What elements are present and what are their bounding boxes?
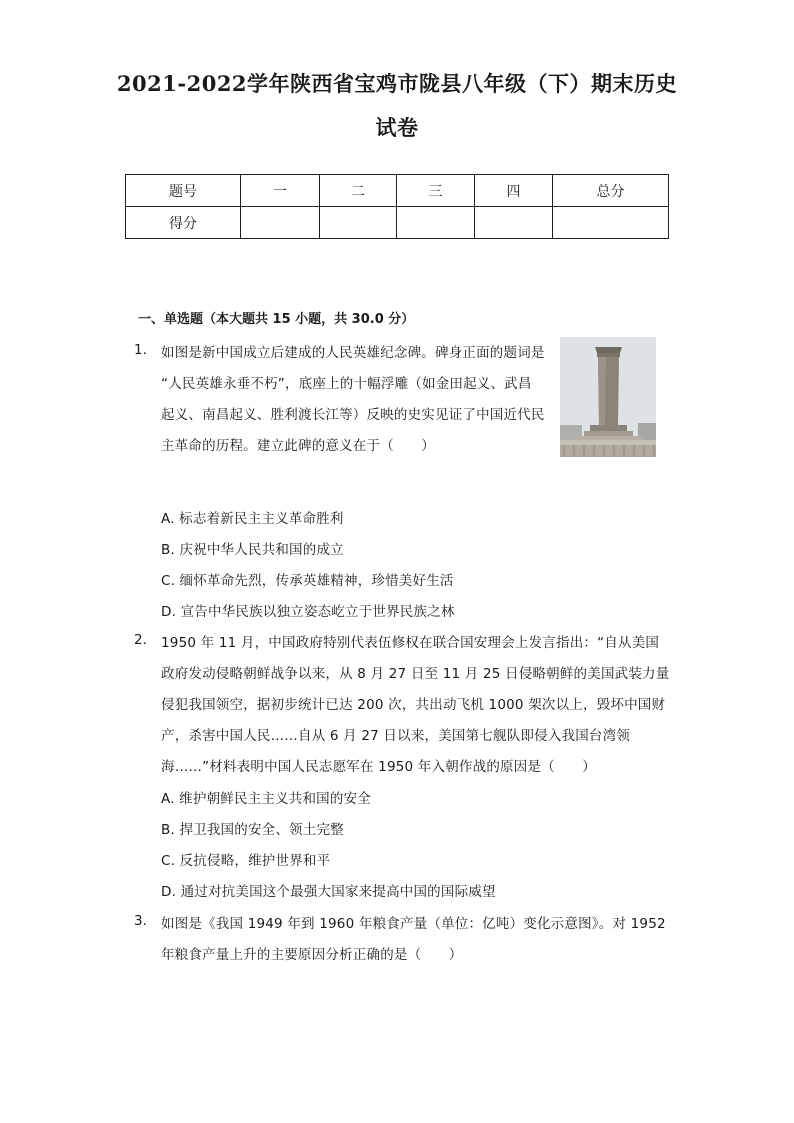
table-cell: 三 [397, 175, 475, 207]
question-text-line: 海……”材料表明中国人民志愿军在 1950 年入朝作战的原因是（ ） [161, 759, 596, 775]
option-a: A. 标志着新民主主义革命胜利 [161, 511, 344, 527]
score-entry-cell[interactable] [241, 207, 320, 239]
question-text-line: 1950 年 11 月，中国政府特别代表伍修权在联合国安理会上发言指出：“自从美国 [161, 635, 660, 651]
question-text-line: 侵犯我国领空，据初步统计已达 200 次，共出动飞机 1000 架次以上，毁坏中国财 [161, 697, 666, 713]
question-text-line: 年粮食产量上升的主要原因分析正确的是（ ） [161, 947, 463, 963]
table-cell: 四 [475, 175, 553, 207]
monument-photo [560, 337, 656, 457]
table-cell: 一 [241, 175, 320, 207]
question-text-line: 起义、南昌起义、胜利渡长江等）反映的史实见证了中国近代民 [161, 407, 545, 423]
question-text-line: 主革命的历程。建立此碑的意义在于（ ） [161, 438, 435, 454]
score-table [125, 174, 669, 239]
section-heading: 一、单选题（本大题共 15 小题，共 30.0 分） [138, 312, 415, 327]
option-b: B. 庆祝中华人民共和国的成立 [161, 542, 344, 558]
document-title-line2: 试卷 [375, 115, 419, 140]
score-entry-cell[interactable] [553, 207, 669, 239]
question-text-line: 产，杀害中国人民……自从 6 月 27 日以来，美国第七舰队即侵入我国台湾领 [161, 728, 631, 744]
option-d: D. 通过对抗美国这个最强大国家来提高中国的国际威望 [161, 884, 496, 900]
question-number: 2. [134, 632, 147, 648]
document-title-line1: 2021-2022学年陕西省宝鸡市陇县八年级（下）期末历史 [116, 71, 678, 96]
score-table-header-row [126, 175, 669, 207]
score-entry-cell[interactable] [475, 207, 553, 239]
question-text-line: 如图是《我国 1949 年到 1960 年粮食产量（单位：亿吨）变化示意图》。对 1952 [161, 916, 666, 932]
option-c: C. 反抗侵略，维护世界和平 [161, 853, 331, 869]
score-entry-cell[interactable] [397, 207, 475, 239]
table-cell: 题号 [126, 175, 241, 207]
score-table-score-row [126, 207, 669, 239]
option-a: A. 维护朝鲜民主主义共和国的安全 [161, 791, 371, 807]
monument-image [560, 337, 656, 457]
question-number: 1. [134, 342, 147, 358]
option-b: B. 捍卫我国的安全、领土完整 [161, 822, 344, 838]
score-entry-cell[interactable] [320, 207, 397, 239]
question-text-line: 如图是新中国成立后建成的人民英雄纪念碑。碑身正面的题词是 [161, 345, 545, 361]
table-cell: 总分 [553, 175, 669, 207]
table-cell: 得分 [126, 207, 241, 239]
question-number: 3. [134, 913, 147, 929]
option-c: C. 缅怀革命先烈，传承英雄精神，珍惜美好生活 [161, 573, 454, 589]
table-cell: 二 [320, 175, 397, 207]
option-d: D. 宣告中华民族以独立姿态屹立于世界民族之林 [161, 604, 455, 620]
question-text-line: “人民英雄永垂不朽”，底座上的十幅浮雕（如金田起义、武昌 [161, 376, 532, 392]
question-text-line: 政府发动侵略朝鲜战争以来，从 8 月 27 日至 11 月 25 日侵略朝鲜的美国武装力量 [161, 666, 670, 682]
